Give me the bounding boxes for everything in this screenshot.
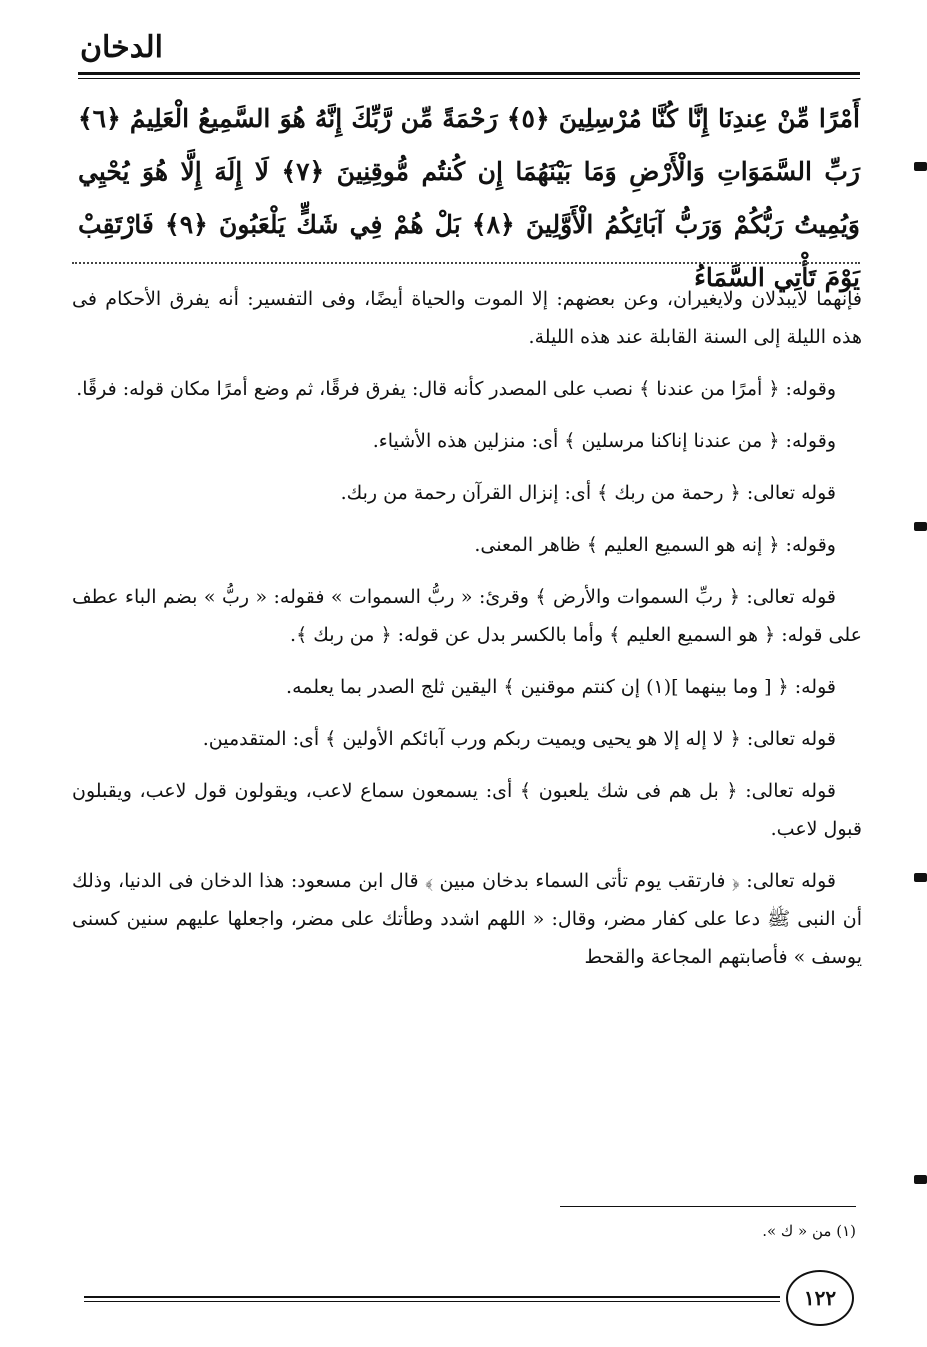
commentary-paragraph: وقوله: ﴿ إنه هو السميع العليم ﴾ ظاهر المعنى.	[474, 534, 836, 556]
footer-rule	[84, 1296, 780, 1298]
commentary-paragraph: قوله تعالى: ﴿ بل هم فى شك يلعبون ﴾ أى: يسمعون سماع لاعب، ويقولون قول لاعب، ويقبلون قبول لاعب.	[72, 780, 862, 840]
commentary-paragraph: قوله: ﴿ [ وما بينهما ](١) إن كنتم موقنين ﴾ اليقين ثلج الصدر بما يعلمه.	[286, 676, 836, 698]
commentary-paragraph: قوله تعالى: ﴿ ربِّ السموات والأرض ﴾ وقرئ: « ربُّ السموات » فقوله: « ربُّ » بضم الباء عطف على قوله: ﴿ هو السميع العليم ﴾ وأما بالكسر بدل عن قوله: ﴿ من ربك ﴾.	[72, 586, 862, 646]
commentary-paragraph: وقوله: ﴿ من عندنا إناكنا مرسلين ﴾ أى: منزلين هذه الأشياء.	[372, 430, 836, 452]
margin-mark	[914, 1175, 927, 1184]
commentary-paragraph: قوله تعالى: ﴿ رحمة من ربك ﴾ أى: إنزال القرآن رحمة من ربك.	[340, 482, 836, 504]
footnote: (١) من « ك ».	[762, 1222, 856, 1240]
quran-verses: أَمْرًا مِّنْ عِندِنَا إِنَّا كُنَّا مُرْسِلِينَ ﴿٥﴾ رَحْمَةً مِّن رَّبِّكَ إِنَّهُ هُوَ السَّمِيعُ الْعَلِيمُ ﴿٦﴾ رَبِّ السَّمَوَاتِ وَالْأَرْضِ وَمَا بَيْنَهُمَا إِن كُنتُم مُّوقِنِينَ ﴿٧﴾ لَا إِلَهَ إِلَّا هُوَ يُحْيِي وَيُمِيتُ رَبُّكُمْ وَرَبُّ آبَائِكُمُ الْأَوَّلِينَ ﴿٨﴾ بَلْ هُمْ فِي شَكٍّ يَلْعَبُونَ ﴿٩﴾ فَارْتَقِبْ يَوْمَ تَأْتِي السَّمَاءُ	[78, 104, 861, 292]
commentary-body	[72, 280, 862, 990]
margin-mark	[914, 162, 927, 171]
header-rule	[78, 72, 860, 75]
page-number: ١٢٢	[786, 1270, 854, 1326]
dotted-separator	[72, 262, 860, 264]
commentary-paragraph: قوله تعالى: ﴿ لا إله إلا هو يحيى ويميت ربكم ورب آبائكم الأولين ﴾ أى: المتقدمين.	[202, 728, 836, 750]
commentary-paragraph: فإنهما لايبدلان ولايغيران، وعن بعضهم: إلا الموت والحياة أيضًا، وفى التفسير: أنه يفرق الأحكام فى هذه الليلة إلى السنة القابلة عند هذه الليلة.	[72, 288, 862, 348]
surah-title: الدخان	[80, 30, 163, 65]
header-rule-thin	[78, 78, 860, 79]
margin-mark	[914, 873, 927, 882]
commentary-paragraph: وقوله: ﴿ أمرًا من عندنا ﴾ نصب على المصدر كأنه قال: يفرق فرقًا، ثم وضع أمرًا مكان قوله: فرقًا.	[76, 378, 836, 400]
footnote-rule	[560, 1206, 856, 1207]
margin-mark	[914, 522, 927, 531]
footer-rule-thin	[84, 1301, 780, 1302]
commentary-paragraph: قوله تعالى: ﴿ فارتقب يوم تأتى السماء بدخان مبين ﴾ قال ابن مسعود: هذا الدخان فى الدنيا، وذلك أن النبى ﷺ دعا على كفار مضر، وقال: « اللهم اشدد وطأتك على مضر، واجعلها عليهم سنين كسنى يوسف » فأصابتهم المجاعة والقحط	[72, 870, 862, 968]
